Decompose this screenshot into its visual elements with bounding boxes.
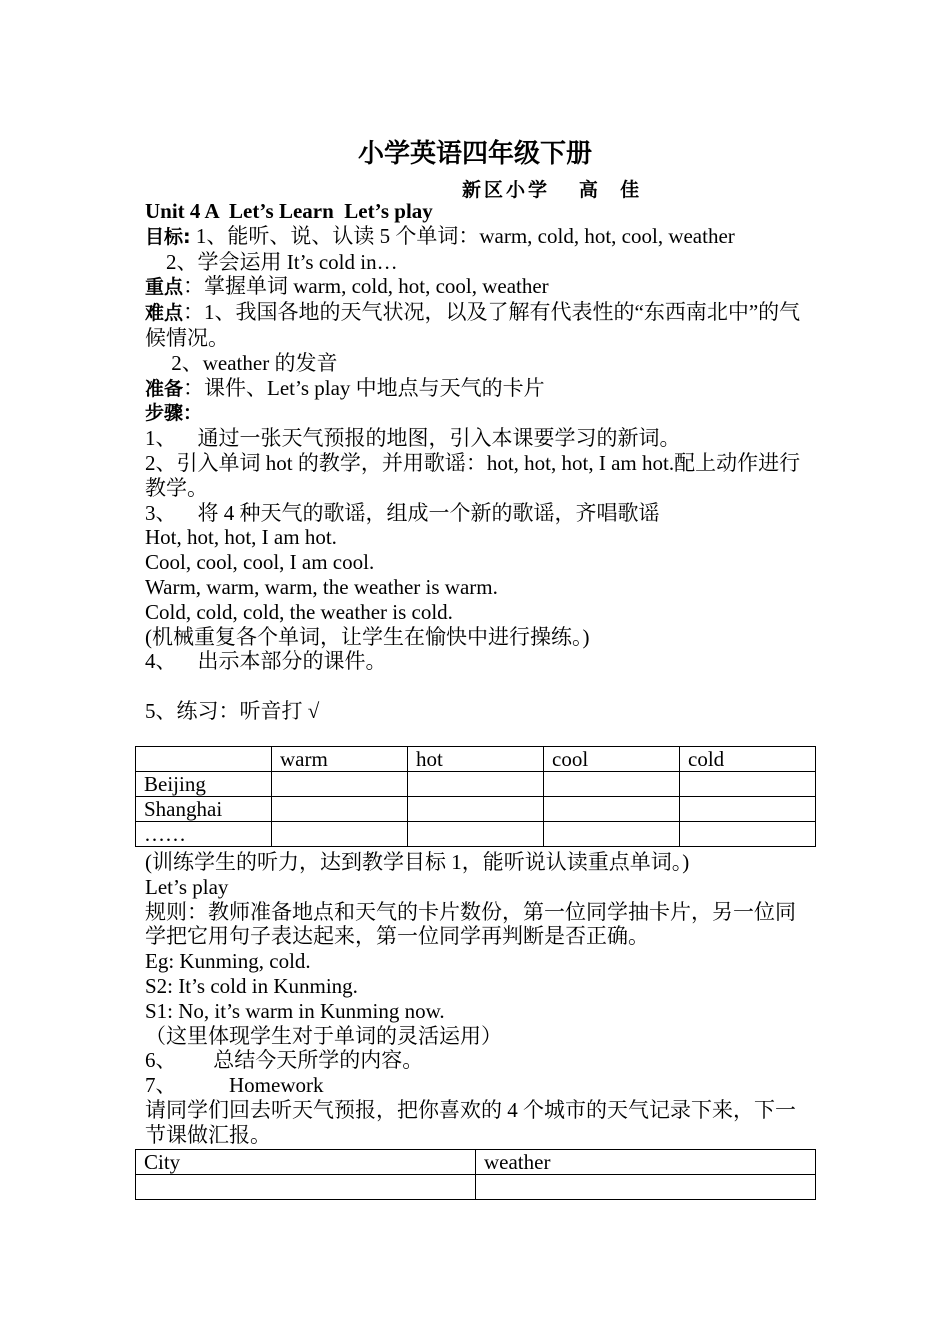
table-cell: cool	[544, 747, 680, 772]
table-cell	[544, 772, 680, 797]
step-4: 4、 出示本部分的课件。	[145, 649, 387, 674]
key-text: ：掌握单词 warm, cold, hot, cool, weather	[183, 274, 549, 299]
table-row	[136, 772, 816, 797]
chant-line-1: Hot, hot, hot, I am hot.	[145, 525, 337, 550]
dialogue-s1: S1: No, it’s warm in Kunming now.	[145, 998, 445, 1023]
table-row	[136, 797, 816, 822]
table-cell	[272, 772, 408, 797]
table-row	[136, 822, 816, 847]
chant-line-4: Cold, cold, cold, the weather is cold.	[145, 599, 453, 624]
table-header-row	[136, 1150, 816, 1175]
goal-line-2: 2、学会运用 It’s cold in…	[145, 249, 398, 274]
homework-text: 请同学们回去听天气预报，把你喜欢的 4 个城市的天气记录下来，下一节课做汇报。	[145, 1097, 796, 1147]
table-cell: ……	[136, 822, 272, 847]
table-cell	[408, 797, 544, 822]
table-cell	[680, 772, 816, 797]
chant-line-2: Cool, cool, cool, I am cool.	[145, 550, 375, 575]
diff-text: ：1、我国各地的天气状况，以及了解有代表性的“东西南北中”的气候情况。	[145, 300, 801, 350]
table-row	[136, 1175, 816, 1200]
key-points	[145, 274, 815, 300]
step-3: 3、 将 4 种天气的歌谣，组成一个新的歌谣，齐唱歌谣	[145, 500, 660, 525]
unit-heading: Unit 4 A Let’s Learn Let’s play	[145, 199, 433, 223]
table-cell	[680, 822, 816, 847]
table-cell	[272, 822, 408, 847]
chant-note: (机械重复各个单词，让学生在愉快中进行操练。)	[145, 624, 590, 649]
table-cell: warm	[272, 747, 408, 772]
step-6: 6、 总结今天所学的内容。	[145, 1048, 424, 1073]
key-label: 重点	[145, 276, 184, 299]
chant-line-3: Warm, warm, warm, the weather is warm.	[145, 574, 498, 599]
table-cell: Beijing	[136, 772, 272, 797]
table-cell: City	[136, 1150, 476, 1175]
lets-play-heading: Let’s play	[145, 874, 229, 899]
weather-practice-table	[135, 746, 816, 847]
table-cell	[680, 797, 816, 822]
prep-text: ：课件、Let’s play 中地点与天气的卡片	[183, 375, 545, 400]
game-rule: 规则：教师准备地点和天气的卡片数份，第一位同学抽卡片，另一位同学把它用句子表达起来，第一位同学再判断是否正确。	[145, 899, 796, 949]
table-cell	[272, 797, 408, 822]
diff-label: 难点	[145, 302, 184, 325]
blank-line	[145, 674, 815, 699]
author-line: 新区小学 高 佳	[462, 179, 643, 201]
table-cell: hot	[408, 747, 544, 772]
table-cell	[408, 822, 544, 847]
dialogue-s2: S2: It’s cold in Kunming.	[145, 973, 358, 998]
table-cell	[136, 747, 272, 772]
lesson-body-continued	[145, 850, 815, 1148]
table-cell	[544, 822, 680, 847]
step-5: 5、练习：听音打 √	[145, 698, 320, 723]
table-cell	[544, 797, 680, 822]
table-cell: weather	[476, 1150, 816, 1175]
difficulties	[145, 300, 815, 351]
table-cell: Shanghai	[136, 797, 272, 822]
table-cell	[408, 772, 544, 797]
listening-note: (训练学生的听力，达到教学目标 1，能听说认读重点单词。)	[145, 850, 690, 874]
lesson-body	[145, 199, 815, 724]
goal-line-1	[145, 224, 815, 250]
table-cell: cold	[680, 747, 816, 772]
table-cell	[136, 1175, 476, 1200]
step-2: 2、引入单词 hot 的教学，并用歌谣：hot, hot, hot, I am hot.配上动作进行教学。	[145, 450, 801, 500]
document-title: 小学英语四年级下册	[357, 139, 592, 169]
preparation	[145, 376, 815, 402]
example-line: Eg: Kunming, cold.	[145, 949, 311, 974]
application-note: （这里体现学生对于单词的灵活运用）	[145, 1023, 502, 1048]
steps-heading: 步骤：	[145, 402, 203, 425]
goal-label: 目标:	[145, 225, 191, 248]
table-cell	[476, 1175, 816, 1200]
homework-table	[135, 1149, 816, 1200]
prep-label: 准备	[145, 377, 184, 400]
table-header-row	[136, 747, 816, 772]
goal-text-1: 1、能听、说、认读 5 个单词：warm, cold, hot, cool, weather	[190, 223, 735, 248]
step-7: 7、 Homework	[145, 1073, 324, 1098]
step-1: 1、 通过一张天气预报的地图，引入本课要学习的新词。	[145, 426, 681, 451]
difficulty-2: 2、weather 的发音	[145, 350, 338, 375]
